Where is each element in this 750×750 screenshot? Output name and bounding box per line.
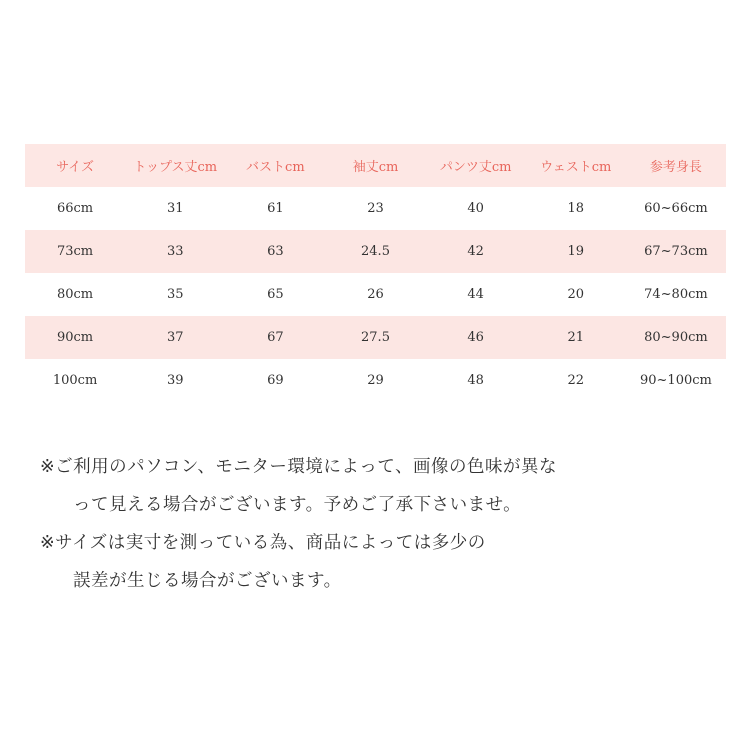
table-cell: 90cm	[56, 330, 94, 345]
header-pants-length: パンツ丈cm	[439, 160, 512, 175]
note-measurement-disclaimer-line-1: ※サイズは実寸を測っている為、商品によっては多少の	[40, 533, 486, 553]
table-header-row	[25, 144, 726, 187]
table-cell: 21	[567, 330, 585, 345]
table-cell: 67	[267, 330, 284, 345]
table-cell: 22	[567, 373, 585, 388]
table-cell: 31	[166, 201, 184, 216]
header-bust: バストcm	[246, 160, 305, 175]
table-cell: 74~80cm	[644, 287, 708, 302]
note-color-disclaimer-line-1: ※ご利用のパソコン、モニター環境によって、画像の色味が異な	[40, 457, 558, 477]
note-color-disclaimer-line-2: って見える場合がございます。予めご了承下さいませ。	[73, 495, 522, 515]
note-measurement-disclaimer-line-2: 誤差が生じる場合がございます。	[73, 571, 342, 591]
table-cell: 27.5	[361, 330, 390, 345]
table-cell: 69	[267, 373, 284, 388]
header-tops-length: トップス丈cm	[133, 160, 218, 175]
notes-block	[40, 448, 730, 600]
table-cell: 48	[467, 373, 484, 388]
table-cell: 42	[467, 244, 484, 259]
table-cell: 60~66cm	[644, 201, 708, 216]
table-cell: 46	[467, 330, 484, 345]
table-row	[25, 316, 726, 359]
table-row	[25, 359, 726, 402]
table-cell: 80cm	[56, 287, 94, 302]
header-reference-height: 参考身長	[649, 160, 702, 175]
table-cell: 44	[467, 287, 484, 302]
table-cell: 29	[367, 373, 384, 388]
table-cell: 37	[166, 330, 184, 345]
table-cell: 40	[467, 201, 484, 216]
size-chart-table	[25, 144, 726, 402]
table-cell: 90~100cm	[639, 373, 712, 388]
header-sleeve-length: 袖丈cm	[352, 160, 399, 175]
table-cell: 63	[267, 244, 284, 259]
table-row	[25, 230, 726, 273]
table-cell: 19	[567, 244, 585, 259]
table-cell: 61	[267, 201, 284, 216]
table-cell: 20	[567, 287, 585, 302]
table-cell: 67~73cm	[644, 244, 708, 259]
table-cell: 33	[166, 244, 184, 259]
table-cell: 35	[166, 287, 184, 302]
table-cell: 66cm	[56, 201, 94, 216]
header-size: サイズ	[56, 160, 95, 175]
table-cell: 65	[267, 287, 284, 302]
table-row	[25, 187, 726, 230]
header-waist: ウェストcm	[540, 160, 612, 175]
table-cell: 39	[166, 373, 184, 388]
table-cell: 24.5	[361, 244, 390, 259]
table-cell: 26	[367, 287, 384, 302]
table-cell: 100cm	[52, 373, 98, 388]
table-cell: 23	[367, 201, 384, 216]
table-cell: 73cm	[56, 244, 94, 259]
table-cell: 18	[567, 201, 585, 216]
table-row	[25, 273, 726, 316]
table-cell: 80~90cm	[644, 330, 708, 345]
